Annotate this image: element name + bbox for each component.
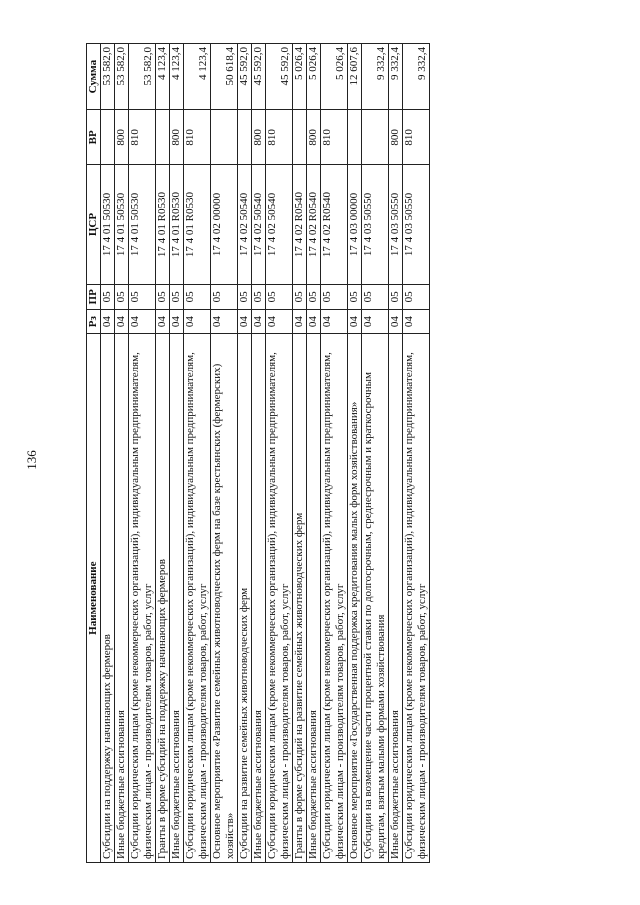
row-vr: 800: [389, 110, 403, 165]
row-name: Иные бюджетные ассигнования: [389, 334, 403, 863]
row-pr: 05: [307, 284, 321, 309]
row-sum: 4 123,4: [156, 44, 170, 110]
header-name: Наименование: [87, 334, 101, 863]
row-sum: 4 123,4: [184, 44, 211, 110]
row-rz: 04: [252, 310, 266, 334]
row-sum: 50 618,4: [211, 44, 238, 110]
row-vr: [238, 110, 252, 165]
row-pr: 05: [184, 284, 211, 309]
row-csr: 17 4 02 R0540: [321, 165, 348, 284]
row-name: Основное мероприятие «Государственная поддержка кредитования малых форм хозяйствования»: [348, 334, 362, 863]
row-vr: [362, 110, 389, 165]
table-row: [362, 44, 389, 863]
table-row: [307, 44, 321, 863]
row-name: Субсидии на возмещение части процентной ставки по долгосрочным, среднесрочным и краткосрочным кредитам, взятым малыми формами хозяйствования: [362, 334, 389, 863]
row-name: Иные бюджетные ассигнования: [170, 334, 184, 863]
row-sum: 5 026,4: [307, 44, 321, 110]
table-row: [170, 44, 184, 863]
row-rz: 04: [266, 310, 293, 334]
row-rz: 04: [307, 310, 321, 334]
row-csr: 17 4 01 R0530: [156, 165, 170, 284]
row-name: Иные бюджетные ассигнования: [115, 334, 129, 863]
row-pr: 05: [362, 284, 389, 309]
row-name: Гранты в форме субсидий на развитие семейных животноводческих ферм: [293, 334, 307, 863]
row-pr: 05: [101, 284, 115, 309]
row-csr: 17 4 02 R0540: [293, 165, 307, 284]
row-csr: 17 4 03 50550: [403, 165, 430, 284]
row-vr: 810: [266, 110, 293, 165]
row-sum: 45 592,0: [266, 44, 293, 110]
row-sum: 45 592,0: [238, 44, 252, 110]
row-pr: 05: [156, 284, 170, 309]
row-pr: 05: [238, 284, 252, 309]
table-row: [389, 44, 403, 863]
row-rz: 04: [362, 310, 389, 334]
row-pr: 05: [348, 284, 362, 309]
table-row: [238, 44, 252, 863]
table-row: [266, 44, 293, 863]
header-sum: Сумма: [87, 44, 101, 110]
table-row: [321, 44, 348, 863]
row-vr: 810: [184, 110, 211, 165]
row-csr: 17 4 02 00000: [211, 165, 238, 284]
row-rz: 04: [170, 310, 184, 334]
row-pr: 05: [403, 284, 430, 309]
row-name: Субсидии на поддержку начинающих фермеров: [101, 334, 115, 863]
header-vr: ВР: [87, 110, 101, 165]
row-vr: [348, 110, 362, 165]
row-pr: 05: [252, 284, 266, 309]
budget-table: [86, 43, 430, 863]
budget-table-container: [86, 43, 578, 863]
row-vr: 800: [307, 110, 321, 165]
table-row: [156, 44, 170, 863]
row-name: Субсидии юридическим лицам (кроме некоммерческих организаций), индивидуальным предпринимателям, физическим лицам - производителям товаров, работ, услуг: [403, 334, 430, 863]
row-rz: 04: [129, 310, 156, 334]
row-csr: 17 4 01 50530: [115, 165, 129, 284]
row-name: Основное мероприятие «Развитие семейных животноводческих ферм на базе крестьянских (фермерских) хозяйств»: [211, 334, 238, 863]
row-csr: 17 4 03 00000: [348, 165, 362, 284]
table-row: [184, 44, 211, 863]
row-name: Субсидии на развитие семейных животноводческих ферм: [238, 334, 252, 863]
row-name: Субсидии юридическим лицам (кроме некоммерческих организаций), индивидуальным предпринимателям, физическим лицам - производителям товаров, работ, услуг: [266, 334, 293, 863]
row-name: Субсидии юридическим лицам (кроме некоммерческих организаций), индивидуальным предпринимателям, физическим лицам - производителям товаров, работ, услуг: [129, 334, 156, 863]
row-pr: 05: [211, 284, 238, 309]
table-row: [115, 44, 129, 863]
row-vr: [211, 110, 238, 165]
header-csr: ЦСР: [87, 165, 101, 284]
row-vr: 810: [129, 110, 156, 165]
row-sum: 9 332,4: [403, 44, 430, 110]
row-pr: 05: [266, 284, 293, 309]
row-name: Иные бюджетные ассигнования: [252, 334, 266, 863]
row-rz: 04: [348, 310, 362, 334]
table-row: [348, 44, 362, 863]
row-sum: 5 026,4: [321, 44, 348, 110]
row-vr: [101, 110, 115, 165]
row-name: Иные бюджетные ассигнования: [307, 334, 321, 863]
row-pr: 05: [129, 284, 156, 309]
table-row: [293, 44, 307, 863]
table-row: [403, 44, 430, 863]
table-row: [252, 44, 266, 863]
row-csr: 17 4 01 50530: [101, 165, 115, 284]
row-csr: 17 4 03 50550: [389, 165, 403, 284]
row-csr: 17 4 01 R0530: [170, 165, 184, 284]
row-sum: 53 582,0: [115, 44, 129, 110]
row-pr: 05: [170, 284, 184, 309]
row-rz: 04: [403, 310, 430, 334]
row-sum: 12 607,6: [348, 44, 362, 110]
table-header-row: [87, 44, 101, 863]
row-vr: [293, 110, 307, 165]
row-csr: 17 4 02 50540: [266, 165, 293, 284]
row-rz: 04: [238, 310, 252, 334]
row-pr: 05: [293, 284, 307, 309]
header-rz: Рз: [87, 310, 101, 334]
page-number: 136: [24, 450, 39, 470]
header-pr: ПР: [87, 284, 101, 309]
row-vr: 800: [170, 110, 184, 165]
row-name: Субсидии юридическим лицам (кроме некоммерческих организаций), индивидуальным предпринимателям, физическим лицам - производителям товаров, работ, услуг: [184, 334, 211, 863]
row-vr: 810: [321, 110, 348, 165]
table-row: [129, 44, 156, 863]
row-pr: 05: [321, 284, 348, 309]
row-vr: 800: [252, 110, 266, 165]
row-rz: 04: [156, 310, 170, 334]
row-rz: 04: [321, 310, 348, 334]
row-sum: 9 332,4: [389, 44, 403, 110]
row-name: Гранты в форме субсидий на поддержку начинающих фермеров: [156, 334, 170, 863]
row-rz: 04: [293, 310, 307, 334]
row-sum: 45 592,0: [252, 44, 266, 110]
row-vr: 810: [403, 110, 430, 165]
row-sum: 5 026,4: [293, 44, 307, 110]
row-name: Субсидии юридическим лицам (кроме некоммерческих организаций), индивидуальным предпринимателям, физическим лицам - производителям товаров, работ, услуг: [321, 334, 348, 863]
row-rz: 04: [211, 310, 238, 334]
row-pr: 05: [389, 284, 403, 309]
row-vr: 800: [115, 110, 129, 165]
row-csr: 17 4 03 50550: [362, 165, 389, 284]
row-rz: 04: [389, 310, 403, 334]
row-sum: 4 123,4: [170, 44, 184, 110]
row-csr: 17 4 01 50530: [129, 165, 156, 284]
row-sum: 53 582,0: [101, 44, 115, 110]
row-sum: 53 582,0: [129, 44, 156, 110]
table-row: [211, 44, 238, 863]
row-rz: 04: [184, 310, 211, 334]
row-rz: 04: [115, 310, 129, 334]
row-csr: 17 4 02 50540: [252, 165, 266, 284]
row-vr: [156, 110, 170, 165]
row-pr: 05: [115, 284, 129, 309]
row-csr: 17 4 02 R0540: [307, 165, 321, 284]
row-rz: 04: [101, 310, 115, 334]
row-sum: 9 332,4: [362, 44, 389, 110]
row-csr: 17 4 02 50540: [238, 165, 252, 284]
row-csr: 17 4 01 R0530: [184, 165, 211, 284]
table-row: [101, 44, 115, 863]
